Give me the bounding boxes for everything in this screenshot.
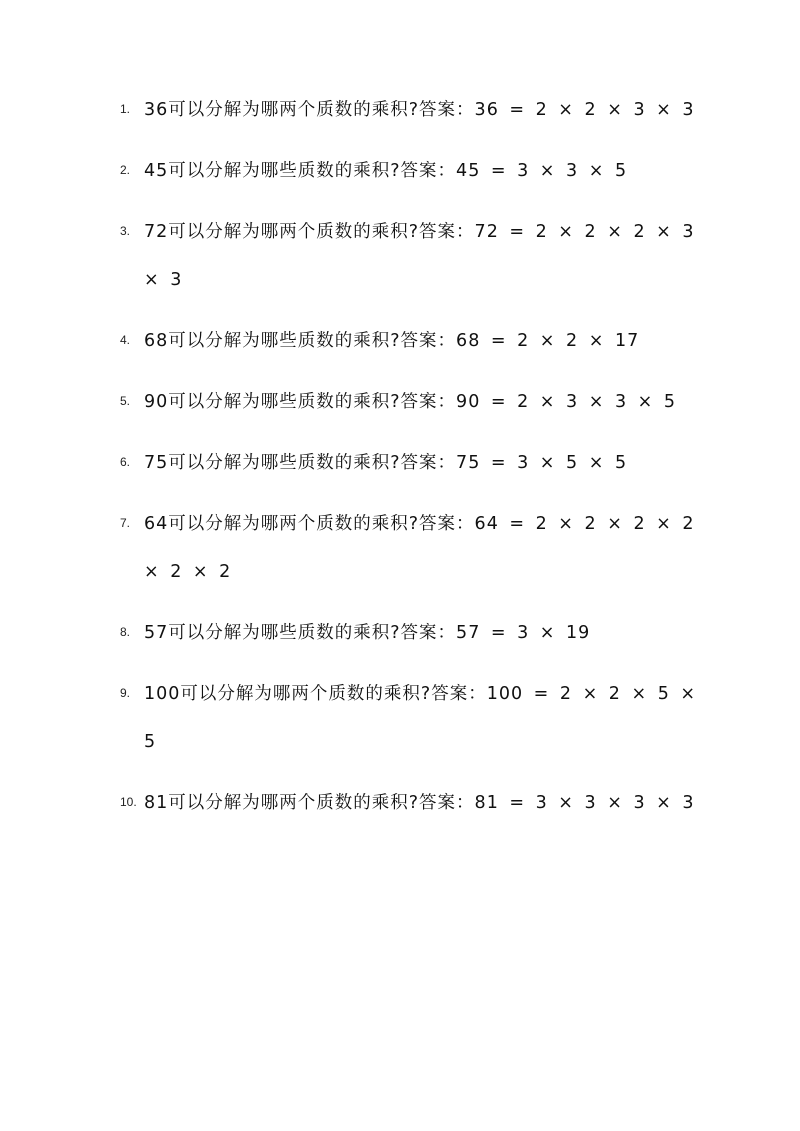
- problem-item-1: [0, 86, 800, 134]
- problem-number: 9.: [120, 686, 131, 700]
- problem-text: 72可以分解为哪两个质数的乘积?答案：72 = 2 × 2 × 2 × 3 × 3: [144, 222, 695, 290]
- problem-number: 1.: [120, 102, 131, 116]
- problem-number: 7.: [120, 516, 131, 530]
- problem-list: [0, 86, 800, 840]
- problem-text: 75可以分解为哪些质数的乘积?答案：75 = 3 × 5 × 5: [144, 453, 628, 473]
- problem-text: 57可以分解为哪些质数的乘积?答案：57 = 3 × 19: [144, 623, 591, 643]
- problem-text: 45可以分解为哪些质数的乘积?答案：45 = 3 × 3 × 5: [144, 161, 628, 181]
- problem-item-3: [0, 208, 800, 304]
- problem-item-6: [0, 439, 800, 487]
- problem-text: 64可以分解为哪两个质数的乘积?答案：64 = 2 × 2 × 2 × 2 × 2 × 2: [144, 514, 695, 582]
- problem-item-2: [0, 147, 800, 195]
- problem-text: 36可以分解为哪两个质数的乘积?答案：36 = 2 × 2 × 3 × 3: [144, 100, 695, 120]
- problem-item-5: [0, 378, 800, 426]
- problem-number: 10.: [120, 795, 137, 809]
- problem-number: 2.: [120, 163, 131, 177]
- problem-number: 3.: [120, 224, 131, 238]
- problem-number: 8.: [120, 625, 131, 639]
- problem-text: 100可以分解为哪两个质数的乘积?答案：100 = 2 × 2 × 5 × 5: [144, 684, 697, 752]
- problem-text: 68可以分解为哪些质数的乘积?答案：68 = 2 × 2 × 17: [144, 331, 640, 351]
- problem-number: 6.: [120, 455, 131, 469]
- problem-text: 81可以分解为哪两个质数的乘积?答案：81 = 3 × 3 × 3 × 3: [144, 793, 695, 813]
- problem-text: 90可以分解为哪些质数的乘积?答案：90 = 2 × 3 × 3 × 5: [144, 392, 677, 412]
- problem-item-7: [0, 500, 800, 596]
- problem-number: 4.: [120, 333, 131, 347]
- problem-item-10: [0, 779, 800, 827]
- problem-number: 5.: [120, 394, 131, 408]
- problem-item-9: [0, 670, 800, 766]
- problem-item-8: [0, 609, 800, 657]
- problem-item-4: [0, 317, 800, 365]
